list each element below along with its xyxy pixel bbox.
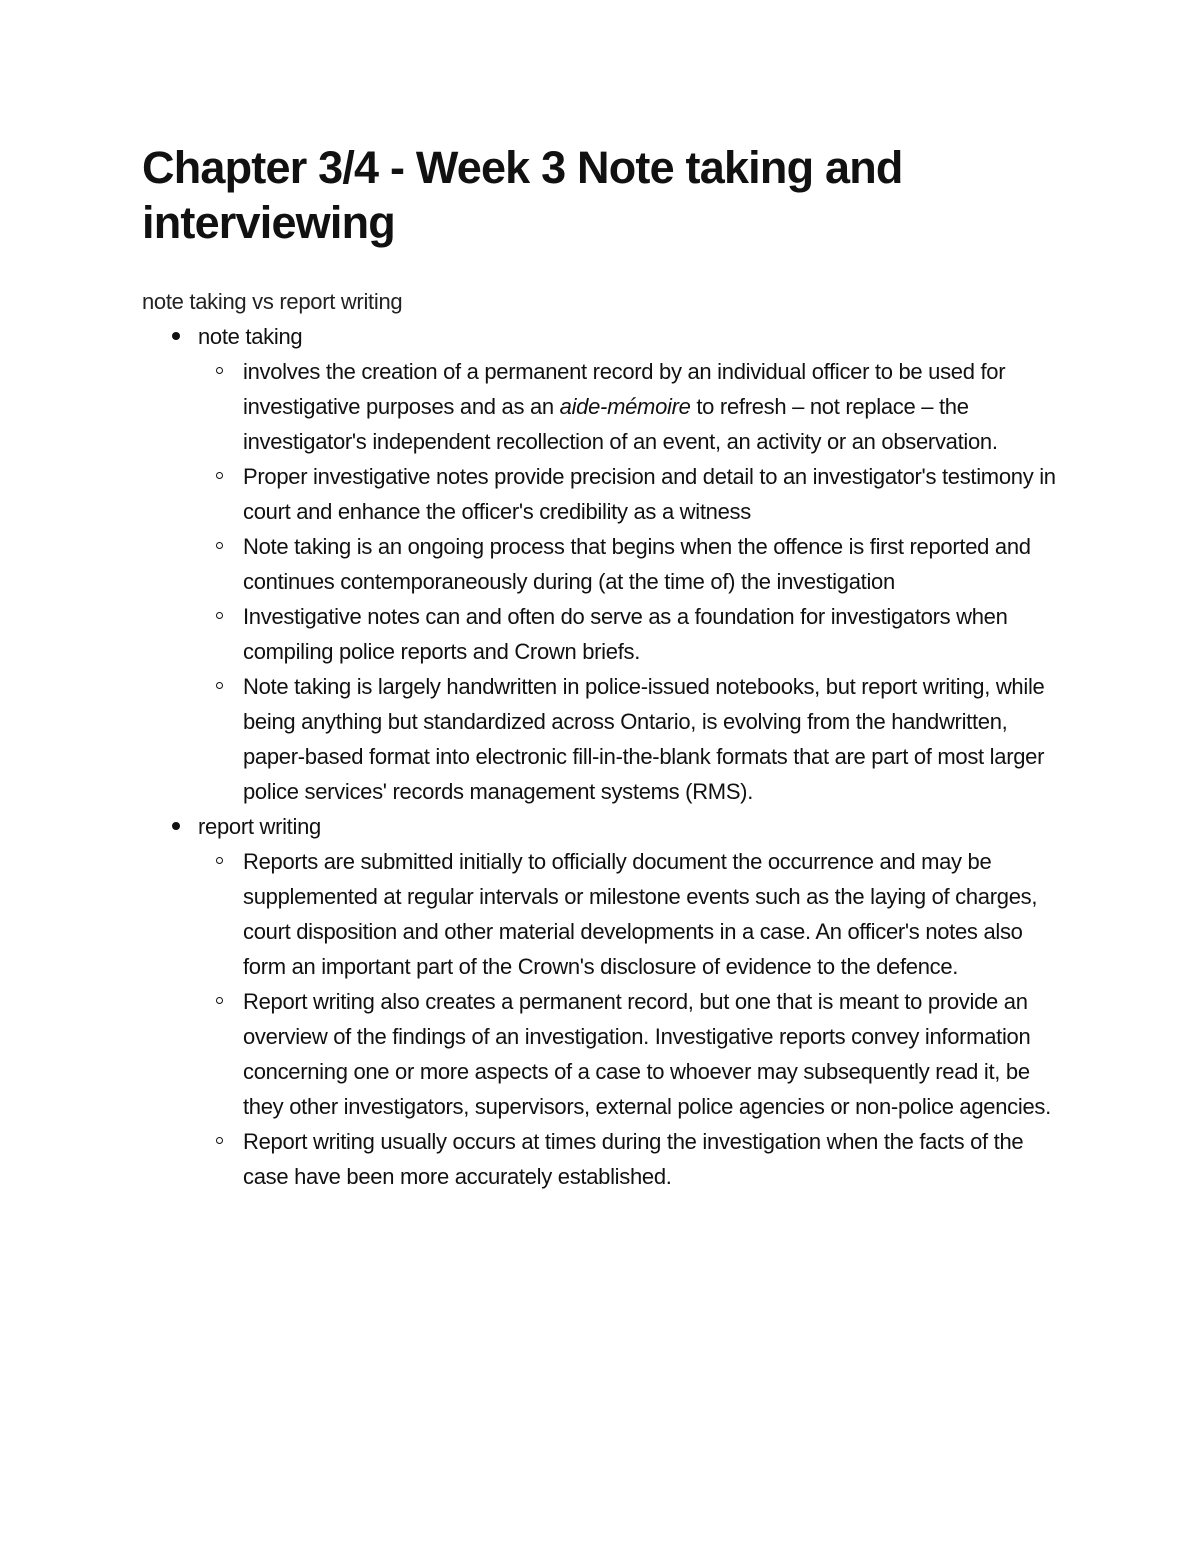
sub-list — [198, 844, 1062, 1194]
point-text: Note taking is an ongoing process that begins when the offence is first reported and continues contemporaneously during (at the time of) the investigation — [243, 534, 1031, 594]
list-item-report-writing — [142, 809, 1062, 1194]
list-item — [198, 1124, 1062, 1194]
list-item — [198, 669, 1062, 809]
point-italic-text: aide-mémoire — [559, 394, 691, 419]
section-heading: note taking vs report writing — [142, 289, 403, 314]
point-text: Note taking is largely handwritten in police-issued notebooks, but report writing, while being anything but standardized across Ontario, is evolving from the handwritten, paper-based format into electronic fill-in-the-blank formats that are part of most larger police services' records management systems (RMS). — [243, 674, 1045, 804]
point-text: Proper investigative notes provide precision and detail to an investigator's testimony in court and enhance the officer's credibility as a witness — [243, 464, 1056, 524]
document-page — [142, 140, 1062, 1194]
point-text-continued: to refresh – not replace – the investigator's independent recollection of an event, an activity or an observation. — [243, 394, 998, 454]
point-text: Report writing also creates a permanent record, but one that is meant to provide an overview of the findings of an investigation. Investigative reports convey information concerning one or more aspects of a case to whoever may subsequently read it, be they other investigators, supervisors, external police agencies or non-police agencies. — [243, 989, 1051, 1119]
hollow-bullet-icon — [216, 857, 223, 864]
bullet-icon — [172, 822, 180, 830]
point-text: Reports are submitted initially to officially document the occurrence and may be supplemented at regular intervals or milestone events such as the laying of charges, court disposition and other material developments in a case. An officer's notes also form an important part of the Crown's disclosure of evidence to the defence. — [243, 849, 1038, 979]
list-item-note-taking — [142, 319, 1062, 809]
hollow-bullet-icon — [216, 542, 223, 549]
list-item — [198, 599, 1062, 669]
hollow-bullet-icon — [216, 997, 223, 1004]
bullet-icon — [172, 332, 180, 340]
hollow-bullet-icon — [216, 367, 223, 374]
list-item — [198, 984, 1062, 1124]
list-item — [198, 354, 1062, 459]
point-text: involves the creation of a permanent record by an individual officer to be used for investigative purposes and as an — [243, 359, 1006, 419]
sub-list — [198, 354, 1062, 809]
hollow-bullet-icon — [216, 682, 223, 689]
page-title: Chapter 3/4 - Week 3 Note taking and interviewing — [142, 142, 903, 248]
point-text: Report writing usually occurs at times during the investigation when the facts of the case have been more accurately established. — [243, 1129, 1024, 1189]
topic-label: note taking — [198, 324, 303, 349]
hollow-bullet-icon — [216, 612, 223, 619]
list-item — [198, 844, 1062, 984]
list-item — [198, 459, 1062, 529]
point-text: Investigative notes can and often do serve as a foundation for investigators when compiling police reports and Crown briefs. — [243, 604, 1008, 664]
hollow-bullet-icon — [216, 472, 223, 479]
hollow-bullet-icon — [216, 1137, 223, 1144]
topic-label: report writing — [198, 814, 321, 839]
list-item — [198, 529, 1062, 599]
topic-list — [142, 319, 1062, 1194]
